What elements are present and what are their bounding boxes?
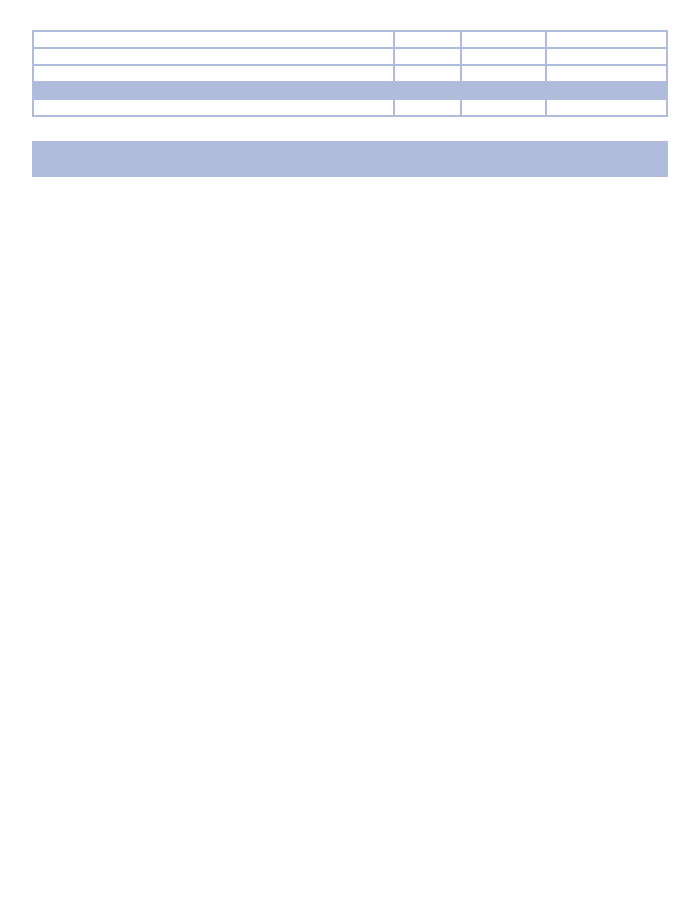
property-value [394,99,461,116]
col-header-value [394,82,461,99]
property-value [394,48,461,65]
property-name [33,48,394,65]
table-row [33,65,667,82]
property-unit [461,65,545,82]
table-row [33,48,667,65]
property-name [33,31,394,48]
property-value [394,31,461,48]
property-unit [461,48,545,65]
property-name [33,99,394,116]
datasheet-content [32,30,668,209]
table-row [33,31,667,48]
col-header-standard [546,82,667,99]
col-header-unit [461,82,545,99]
property-standard [546,65,667,82]
processing-method [33,159,444,176]
property-standard [546,31,667,48]
properties-table [32,30,668,117]
processing-table [32,141,668,177]
property-value [394,65,461,82]
col-header-value [444,159,586,176]
flame-header-row [33,82,667,99]
col-header-parameter [33,142,667,159]
processing-header-row [33,142,667,159]
table-row [33,99,667,116]
property-standard [546,99,667,116]
processing-subheader-row [33,159,667,176]
property-unit [461,31,545,48]
property-name [33,65,394,82]
property-unit [461,99,545,116]
flame-section-title [33,82,394,99]
col-header-unit [587,159,667,176]
property-standard [546,48,667,65]
